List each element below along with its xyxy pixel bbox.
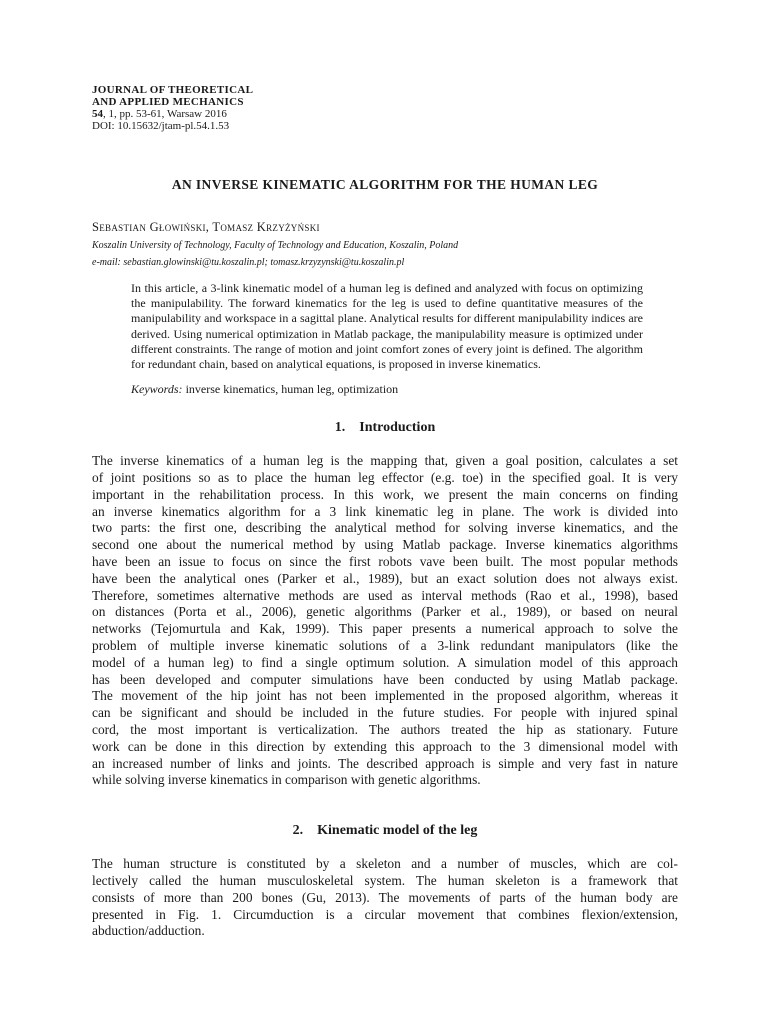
text-line: has been developed and computer simulations have been conducted by using Matlab package. bbox=[92, 671, 678, 687]
text-line: presented in Fig. 1. Circumduction is a circular movement that combines flexion/extension, bbox=[92, 906, 678, 922]
text-line: The movement of the hip joint has not been implemented in the proposed algorithm, whereas it bbox=[92, 688, 678, 704]
volume-details: , 1, pp. 53-61, Warsaw 2016 bbox=[103, 108, 227, 120]
journal-volume bbox=[92, 108, 678, 120]
kinematic-model-paragraph bbox=[92, 856, 678, 940]
text-line: networks (Tejomurtula and Kak, 1999). This paper presents a numerical approach to solve the bbox=[92, 621, 678, 637]
text-line: while solving inverse kinematics in comparison with genetic algorithms. bbox=[92, 772, 481, 788]
text-line: two parts: the first one, describing the analytical method for solving inverse kinematics, and the bbox=[92, 520, 678, 536]
text-line: an inverse kinematics algorithm for a 3 link kinematic leg in plane. The work is divided into bbox=[92, 503, 678, 519]
journal-doi: DOI: 10.15632/jtam-pl.54.1.53 bbox=[92, 120, 230, 132]
section-number: 2. bbox=[292, 823, 304, 839]
text-line: important in the rehabilitation process. In this work, we present the main concerns on finding bbox=[92, 486, 678, 502]
volume-number: 54 bbox=[92, 108, 103, 120]
text-line: an increased number of links and joints. The described approach is simple and very fast in nature bbox=[92, 755, 678, 771]
section-heading-kinematic-model bbox=[92, 823, 678, 839]
text-line: consists of more than 200 bones (Gu, 2013). The movements of parts of the human body are bbox=[92, 889, 678, 905]
section-title: Introduction bbox=[359, 420, 436, 436]
journal-name-line1: JOURNAL OF THEORETICAL bbox=[92, 84, 254, 96]
text-line: have been the analytical ones (Parker et al., 1989), but an exact solution does not always exist. bbox=[92, 570, 678, 586]
paper-authors: Sebastian Głowiński, Tomasz Krzyżyński bbox=[92, 220, 320, 234]
text-line: can be significant and should be included in the future studies. For people with injured spinal bbox=[92, 705, 678, 721]
text-line: abduction/adduction. bbox=[92, 923, 205, 939]
introduction-paragraph bbox=[92, 453, 678, 789]
section-title: Kinematic model of the leg bbox=[317, 823, 478, 839]
keywords bbox=[131, 382, 678, 397]
text-line: cord, the most important is verticalization. The authors treated the hip as stationary. Future bbox=[92, 721, 678, 737]
author-affiliation: Koszalin University of Technology, Faculty of Technology and Education, Koszalin, Poland bbox=[92, 240, 459, 251]
text-line: second one about the numerical method by using Matlab package. Inverse kinematics algorithms bbox=[92, 537, 678, 553]
paper-page bbox=[92, 84, 678, 940]
text-line: The inverse kinematics of a human leg is the mapping that, given a goal position, calculates a set bbox=[92, 453, 678, 469]
text-line: model of a human leg) to find a single optimum solution. A simulation model of this approach bbox=[92, 654, 678, 670]
text-line: work can be done in this direction by extending this approach to the 3 dimensional model with bbox=[92, 738, 678, 754]
section-number: 1. bbox=[334, 420, 346, 436]
text-line: on distances (Porta et al., 2006), genetic algorithms (Parker et al., 1989), or based on neural bbox=[92, 604, 678, 620]
text-line: The human structure is constituted by a skeleton and a number of muscles, which are col- bbox=[92, 856, 678, 872]
abstract: In this article, a 3-link kinematic model of a human leg is defined and analyzed with focus on optimizing the manipulability. The forward kinematics for the leg is used to define quantitative measures of the manipulability and workspace in a sagittal plane. Analytical results for different manipulability indices are derived. Using numerical optimization in Matlab package, the manipulability measure is optimized under different constraints. The range of motion and joint comfort zones of every joint is defined. The algorithm for redundant chain, based on analytical equations, is proposed in inverse kinematics. bbox=[131, 281, 643, 372]
section-heading-introduction bbox=[92, 420, 678, 436]
paper-title: AN INVERSE KINEMATIC ALGORITHM FOR THE HUMAN LEG bbox=[171, 177, 599, 192]
text-line: lectively called the human musculoskeletal system. The human skeleton is a framework that bbox=[92, 872, 678, 888]
text-line: Therefore, sometimes alternative methods are used as interval methods (Rao et al., 1998), based bbox=[92, 587, 678, 603]
journal-header bbox=[92, 84, 678, 132]
journal-name-line2: AND APPLIED MECHANICS bbox=[92, 96, 244, 108]
text-line: problem of multiple inverse kinematic solutions of a 3-link redundant manipulators (like the bbox=[92, 637, 678, 653]
keywords-text: inverse kinematics, human leg, optimization bbox=[185, 382, 399, 397]
text-line: of joint positions so as to place the human leg effector (e.g. toe) in the specified goal. It is very bbox=[92, 470, 678, 486]
author-email: e-mail: sebastian.glowinski@tu.koszalin.pl; tomasz.krzyzynski@tu.koszalin.pl bbox=[92, 257, 405, 268]
text-line: have been an issue to focus on since the first robots vave been built. The most popular methods bbox=[92, 554, 678, 569]
keywords-label: Keywords: bbox=[131, 382, 183, 397]
